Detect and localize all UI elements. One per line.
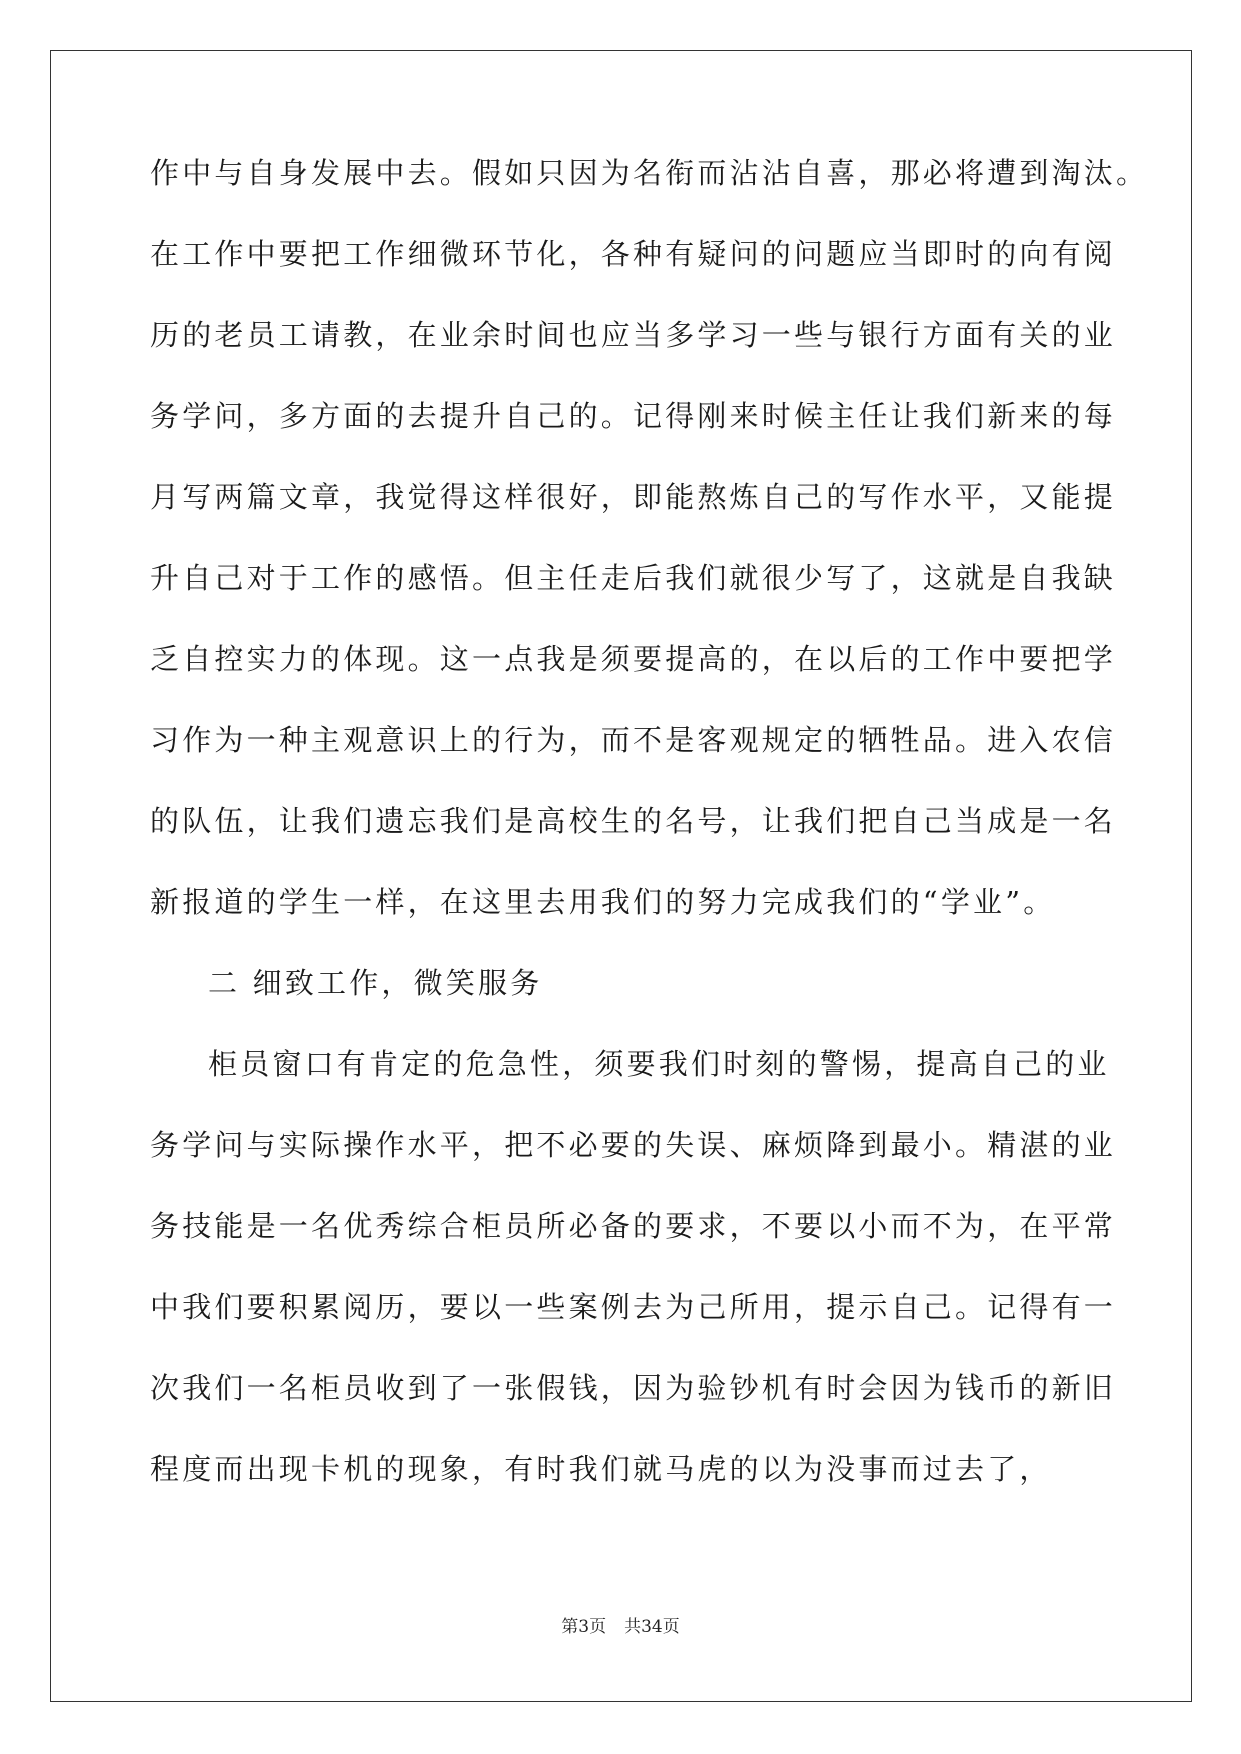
text-line: 中我们要积累阅历，要以一些案例去为己所用，提示自己。记得有一	[150, 1290, 1117, 1324]
section-heading: 二 细致工作，微笑服务	[208, 966, 543, 1000]
text-line: 习作为一种主观意识上的行为，而不是客观规定的牺牲品。进入农信	[150, 723, 1117, 757]
text-line: 柜员窗口有肯定的危急性，须要我们时刻的警惕，提高自己的业	[208, 1047, 1110, 1081]
page-number-total: 共34页	[624, 1617, 680, 1637]
text-line: 务学问与实际操作水平，把不必要的失误、麻烦降到最小。精湛的业	[150, 1128, 1117, 1162]
text-line: 程度而出现卡机的现象，有时我们就马虎的以为没事而过去了，	[150, 1452, 1052, 1486]
page-number-current: 第3页	[561, 1617, 607, 1637]
document-body	[150, 155, 1149, 1532]
text-line: 作中与自身发展中去。假如只因为名衔而沾沾自喜，那必将遭到淘汰。	[150, 156, 1149, 190]
page-footer	[0, 1612, 1241, 1637]
text-line: 的队伍，让我们遗忘我们是高校生的名号，让我们把自己当成是一名	[150, 804, 1117, 838]
text-line: 乏自控实力的体现。这一点我是须要提高的，在以后的工作中要把学	[150, 642, 1117, 676]
text-line: 历的老员工请教，在业余时间也应当多学习一些与银行方面有关的业	[150, 318, 1117, 352]
text-line: 新报道的学生一样，在这里去用我们的努力完成我们的“学业”。	[150, 885, 1056, 919]
text-line: 月写两篇文章，我觉得这样很好，即能熬炼自己的写作水平，又能提	[150, 480, 1117, 514]
text-line: 升自己对于工作的感悟。但主任走后我们就很少写了，这就是自我缺	[150, 561, 1117, 595]
text-line: 在工作中要把工作细微环节化，各种有疑问的问题应当即时的向有阅	[150, 237, 1117, 271]
text-line: 务技能是一名优秀综合柜员所必备的要求，不要以小而不为，在平常	[150, 1209, 1117, 1243]
text-line: 务学问，多方面的去提升自己的。记得刚来时候主任让我们新来的每	[150, 399, 1117, 433]
text-line: 次我们一名柜员收到了一张假钱，因为验钞机有时会因为钱币的新旧	[150, 1371, 1117, 1405]
